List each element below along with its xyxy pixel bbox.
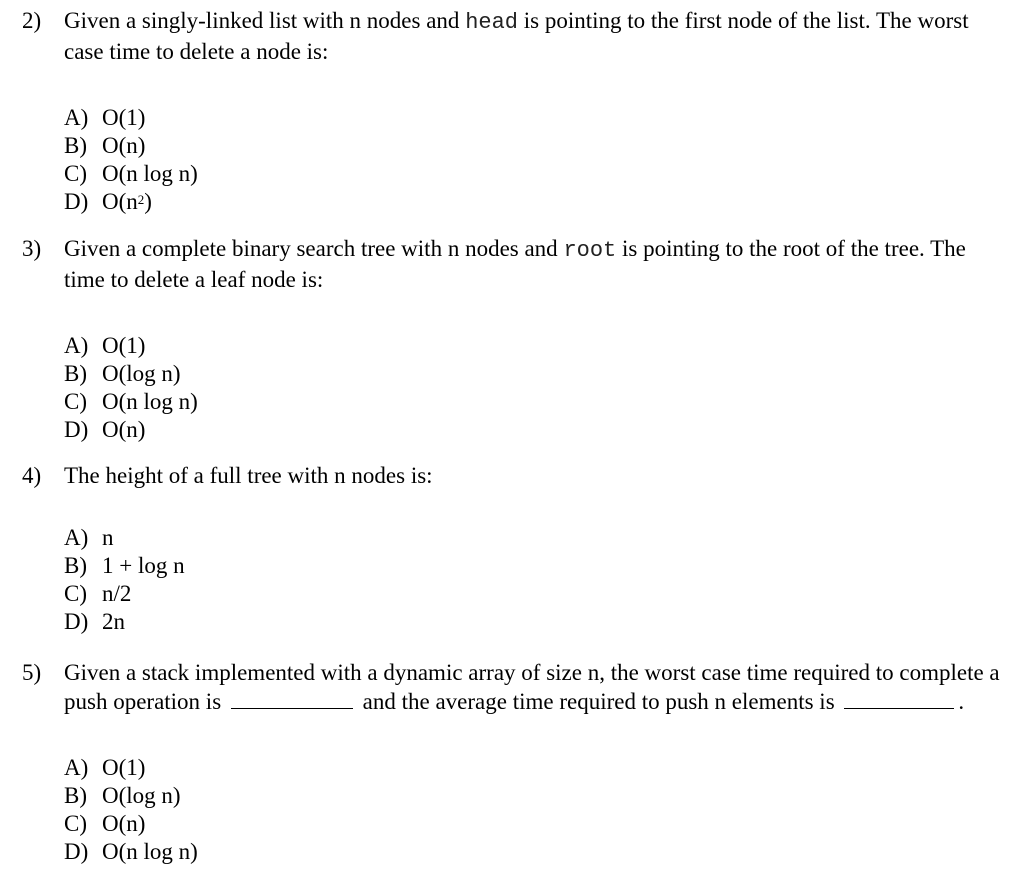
- question-text-part: Given a stack implemented with a dynamic array of size n, the worst case time required to complete a push operation is: [64, 660, 1000, 714]
- option-a: [64, 104, 1012, 132]
- option-a: [64, 524, 1012, 552]
- option-letter: B): [64, 783, 87, 808]
- option-letter: A): [64, 105, 89, 130]
- option-letter: A): [64, 755, 89, 780]
- answer-options: [64, 104, 1012, 216]
- question-2: [22, 6, 1012, 216]
- option-letter: B): [64, 553, 87, 578]
- question-5-stem: [22, 658, 1012, 716]
- question-3: [22, 234, 1012, 444]
- option-text: 2n: [102, 609, 125, 634]
- option-text: O(1): [102, 333, 146, 358]
- option-letter: B): [64, 133, 87, 158]
- option-d: [64, 608, 1012, 636]
- answer-options: [64, 754, 1012, 866]
- option-text: 1 + log n: [102, 553, 185, 578]
- question-number: 4): [22, 463, 42, 488]
- option-b: [64, 552, 1012, 580]
- option-b: [64, 360, 1012, 388]
- option-text: O(n): [102, 811, 146, 836]
- option-letter: A): [64, 333, 89, 358]
- option-text-end: ): [144, 189, 152, 214]
- question-number: 5): [22, 660, 42, 685]
- option-text: O(n log n): [102, 389, 198, 414]
- code-root: root: [563, 238, 617, 263]
- exponent: 2: [137, 192, 145, 207]
- question-5: [22, 658, 1012, 866]
- option-d: [64, 188, 1012, 216]
- question-text: [64, 234, 1012, 294]
- option-text: O(n): [102, 133, 146, 158]
- question-text-part: Given a singly-linked list with n nodes and: [64, 8, 466, 33]
- option-d: [64, 838, 1012, 866]
- answer-blank-2: [844, 707, 954, 709]
- option-text: [102, 188, 152, 216]
- option-letter: D): [64, 609, 89, 634]
- option-text: O(n): [102, 417, 146, 442]
- option-d: [64, 416, 1012, 444]
- question-number: 2): [22, 8, 42, 33]
- option-text: n: [102, 525, 114, 550]
- question-number: 3): [22, 236, 42, 261]
- option-text: O(log n): [102, 361, 181, 386]
- option-text: O(1): [102, 105, 146, 130]
- question-4-stem: [22, 461, 1012, 490]
- option-letter: D): [64, 417, 89, 442]
- option-text: O(n log n): [102, 161, 198, 186]
- option-letter: C): [64, 811, 87, 836]
- code-head: head: [465, 10, 518, 35]
- question-3-stem: [22, 234, 1012, 294]
- option-letter: B): [64, 361, 87, 386]
- option-a: [64, 754, 1012, 782]
- question-text: [64, 658, 1012, 716]
- question-2-stem: [22, 6, 1012, 66]
- option-letter: D): [64, 189, 89, 214]
- question-text: [64, 6, 1012, 66]
- option-a: [64, 332, 1012, 360]
- option-text: O(1): [102, 755, 146, 780]
- option-letter: C): [64, 581, 87, 606]
- question-text-part: is pointing to the root of the tree. The time to delete a leaf node is:: [64, 236, 966, 292]
- option-letter: C): [64, 389, 87, 414]
- question-text: The height of a full tree with n nodes is:: [64, 463, 433, 488]
- answer-blank-1: [231, 707, 353, 709]
- question-text-part: Given a complete binary search tree with n nodes and: [64, 236, 564, 261]
- option-c: [64, 388, 1012, 416]
- option-letter: A): [64, 525, 89, 550]
- option-c: [64, 160, 1012, 188]
- option-text: n/2: [102, 581, 132, 606]
- option-c: [64, 580, 1012, 608]
- option-text-base: O(n: [102, 189, 138, 214]
- option-letter: D): [64, 839, 89, 864]
- option-text: O(n log n): [102, 839, 198, 864]
- option-c: [64, 810, 1012, 838]
- option-b: [64, 132, 1012, 160]
- question-text-part: is pointing to the first node of the list. The worst case time to delete a node is:: [64, 8, 969, 64]
- option-text: O(log n): [102, 783, 181, 808]
- answer-options: [64, 332, 1012, 444]
- answer-options: [64, 524, 1012, 636]
- option-letter: C): [64, 161, 87, 186]
- question-text-part: .: [958, 689, 965, 714]
- option-b: [64, 782, 1012, 810]
- question-text-part: and the average time required to push n elements is: [362, 689, 835, 714]
- question-4: [22, 461, 1012, 636]
